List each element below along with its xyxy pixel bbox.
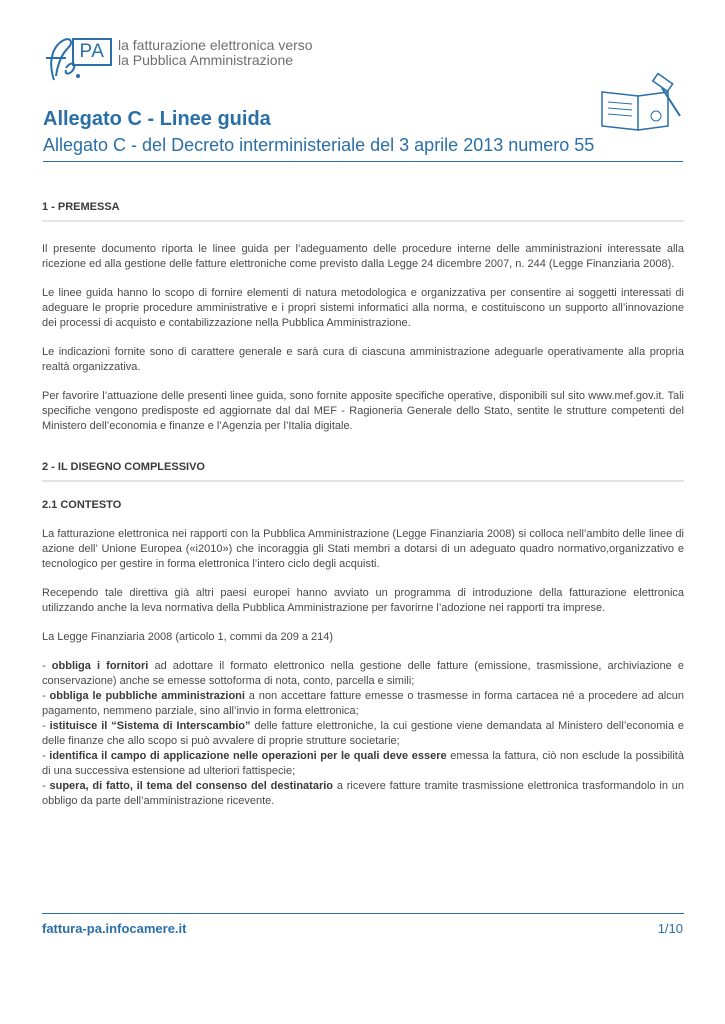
page-number: 1/10 (657, 921, 683, 936)
list-item-text: delle fatture elettroniche, la cui gestione viene demandata al Ministero dell’economia e delle finanze che allo scopo si può avvalere di proprie strutture societarie; (42, 720, 684, 747)
document-body (42, 200, 684, 809)
list-item-bold: supera, di fatto, il tema del consenso del destinatario (49, 780, 334, 792)
paragraph: Il presente documento riporta le linee guida per l’adeguamento delle procedure interne delle amministrazioni interessate alla ricezione ed alla gestione delle fatture elettroniche come previsto dalla Legge 24 dicembre 2007, n. 244 (Legge Finanziaria 2008). (42, 243, 684, 270)
logo-tagline (118, 38, 313, 68)
paragraph: Per favorire l’attuazione delle presenti linee guida, sono fornite apposite specifiche operative, disponibili sul sito www.mef.gov.it. Tali specifiche vengono predisposte ed aggiornate dal dal MEF - Ragioneria Generale dello Stato, sentite le strutture competenti del Ministero dell’economia e finanze e l’Agenzia per l’Italia digitale. (42, 390, 684, 432)
book-gavel-icon (598, 72, 686, 132)
list-item (42, 719, 684, 749)
list-item (42, 779, 684, 809)
paragraph: Le indicazioni fornite sono di carattere generale e sarà cura di ciascuna amministrazione adeguarle operativamente alla propria realtà organizzativa. (42, 346, 684, 373)
list-item-dash: - (42, 720, 50, 732)
list-item-bold: obbliga le pubbliche amministrazioni (49, 690, 245, 702)
list-item-text: ad adottare il formato elettronico nella gestione delle fatture (emissione, trasmissione, archiviazione e conservazione) anche se emesse sottoforma di nota, conto, parcella e simili; (42, 660, 684, 687)
footer-divider (42, 913, 684, 914)
page-subtitle: Allegato C - del Decreto interministeriale del 3 aprile 2013 numero 55 (43, 135, 595, 155)
fatturapa-logo (40, 32, 313, 84)
list-item-text: a ricevere fatture tramite trasmissione elettronica trasformandolo in un obbligo da parte dell’amministrazione ricevente. (42, 780, 684, 807)
logo-tagline-line2: la Pubblica Amministrazione (118, 52, 294, 68)
list-item-bold: identifica il campo di applicazione nelle operazioni per le quali deve essere (49, 750, 447, 762)
list-item-text: a non accettare fatture emesse o trasmesse in forma cartacea né a procedere ad alcun pagamento, nemmeno parziale, sino all’invio in forma elettronica; (42, 690, 684, 717)
section-heading-disegno: 2 - IL DISEGNO COMPLESSIVO (42, 460, 684, 482)
list-item (42, 689, 684, 719)
list-item (42, 749, 684, 779)
paragraph: Le linee guida hanno lo scopo di fornire elementi di natura metodologica e organizzativa per consentire ai soggetti interessati di adeguare le proprie procedure amministrative e i propri sistemi informatici alla norma, e costituiscono un supporto all’innovazione dei processi di acquisto e contabilizzazione nella Pubblica Amministrazione. (42, 287, 684, 329)
section-heading-premessa: 1 - PREMESSA (42, 200, 684, 222)
logo-pa-box: PA (72, 38, 112, 66)
paragraph: La Legge Finanziaria 2008 (articolo 1, commi da 209 a 214) (42, 631, 334, 643)
list-item-text: emessa la fattura, ciò non esclude la possibilità di una successiva estensione ad ulteriori fattispecie; (42, 750, 684, 777)
list-item-dash: - (42, 780, 50, 792)
paragraph: Recependo tale direttiva già altri paesi europei hanno avviato un programma di introduzione della fatturazione elettronica utilizzando anche la leva normativa della Pubblica Amministrazione per favorirne l’adozione nei rapporti tra imprese. (42, 587, 684, 614)
page-title: Allegato C - Linee guida (43, 108, 271, 130)
list-item-dash: - (42, 750, 50, 762)
list-item (42, 659, 684, 689)
list-item-bold: istituisce il “Sistema di Interscambio” (49, 720, 251, 732)
paragraph: La fatturazione elettronica nei rapporti con la Pubblica Amministrazione (Legge Finanziaria 2008) si colloca nell’ambito delle linee di azione dell’ Unione Europea («i2010») che incoraggia gli Stati membri a dotarsi di un adeguato quadro normativo,organizzativo e tecnologico per gestire in forma elettronica l’intero ciclo degli acquisti. (42, 528, 684, 570)
list-item-dash: - (42, 660, 52, 672)
logo-tagline-line1: la fatturazione elettronica verso (118, 37, 313, 53)
subsection-heading-contesto: 2.1 CONTESTO (42, 499, 122, 511)
footer-site-link[interactable]: fattura-pa.infocamere.it (42, 921, 187, 936)
title-divider (43, 161, 683, 162)
list-item-dash: - (42, 690, 50, 702)
list-item-bold: obbliga i fornitori (51, 660, 149, 672)
